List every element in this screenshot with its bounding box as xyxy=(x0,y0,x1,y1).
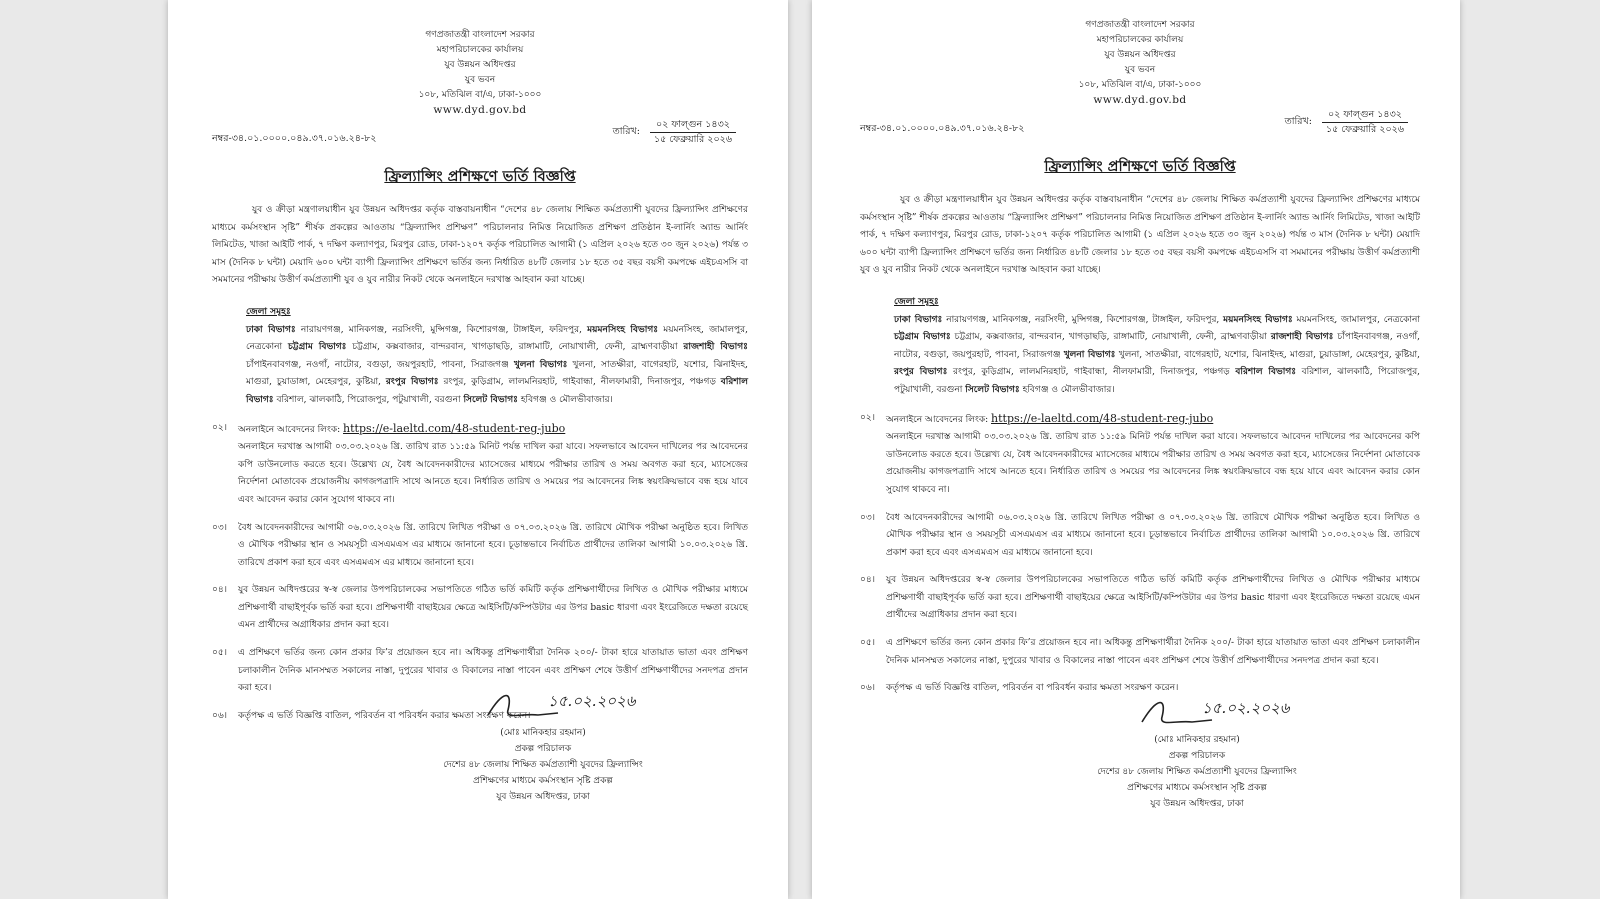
signer-name: (মোঃ মানিকহার রহমান) xyxy=(1154,735,1240,745)
division-list: ঢাকা বিভাগঃ নারায়ণগঞ্জ, মানিকগঞ্জ, নরসিংদী, মুন্সিগঞ্জ, কিশোরগঞ্জ, টাঙ্গাইল, ফরিদপুর, ময়মনসিংহ বিভাগঃ ময়মনসিংহ, জামালপুর, নেত্রকোনা চট্টগ্রাম বিভাগঃ চট্টগ্রাম, কক্সবাজার, বান্দরবান, খাগড়াছড়ি, রাঙ্গামাটি, নোয়াখালী, ফেনী, ব্রাহ্মণবাড়ীয়া রাজশাহী বিভাগঃ চাঁপাইনবাবগঞ্জ, নওগাঁ, নাটোর, বগুড়া, জয়পুরহাট, পাবনা, সিরাজগঞ্জ খুলনা বিভাগঃ খুলনা, সাতক্ষীরা, বাগেরহাট, যশোর, ঝিনাইদহ, মাগুরা, চুয়াডাঙ্গা, মেহেরপুর, কুষ্টিয়া, রংপুর বিভাগঃ রংপুর, কুড়িগ্রাম, লালমনিরহাট, গাইবান্ধা, নীলফামারী, দিনাজপুর, পঞ্চগড় বরিশাল বিভাগঃ বরিশাল, ঝালকাঠি, পিরোজপুর, পটুয়াখালী, বরগুনা সিলেট বিভাগঃ হবিগঞ্জ ও মৌলভীবাজার। xyxy=(246,324,748,405)
office-name: মহাপরিচালকের কার্যালয় xyxy=(1096,35,1184,45)
clause-06: ০৬। কর্তৃপক্ষ এ ভর্তি বিজ্ঞপ্তি বাতিল, পরিবর্তন বা পরিবর্ধন করার ক্ষমতা সংরক্ষণ করেন। xyxy=(212,710,531,721)
office-name: মহাপরিচালকের কার্যালয় xyxy=(436,45,524,55)
memo-row xyxy=(212,118,748,152)
signer-project-2: প্রশিক্ষণের মাধ্যমে কর্মসংস্থান সৃষ্টি প্রকল্প xyxy=(473,776,613,786)
clause-04: ০৪। যুব উন্নয়ন অধিদপ্তরের স্ব-স্ব জেলার উপপরিচালকের সভাপতিতে গঠিত ভর্তি কমিটি কর্তৃক প্রশিক্ষণার্থীদের লিখিত ও মৌখিক পরীক্ষার মাধ্যমে প্রশিক্ষণার্থী বাছাইপূর্বক ভর্তি করা হবে। প্রশিক্ষণার্থী বাছাইয়ের ক্ষেত্রে আইসিটি/কম্পিউটার এর উপর basic ধারণা এবং ইংরেজিতে দক্ষতা রয়েছে এমন প্রার্থীদের অগ্রাধিকার প্রদান করা হবে। xyxy=(212,585,748,631)
dept-name: যুব উন্নয়ন অধিদপ্তর xyxy=(1104,50,1176,60)
date-bangla: ০২ ফাল্গুন ১৪৩২ xyxy=(650,118,736,133)
clause-02: ০২। অনলাইনে আবেদনের লিংক: https://e-laeltd.com/48-student-reg-jubo অনলাইনে দরখাস্ত আগামী ০৩.০৩.২০২৬ খ্রি. তারিখ রাত ১১:৫৯ মিনিট পর্যন্ত দাখিল করা যাবে। সফলভাবে আবেদন দাখিলের পর আবেদনের কপি ডাউনলোড করতে হবে। উল্লেখ্য যে, বৈধ আবেদনকারীদের ম্যাসেজের মাধ্যমে পরীক্ষার তারিখ ও সময় অবগত করা হবে, ম্যাসেজের নির্দেশনা মোতাবেক প্রয়োজনীয় কাগজপত্রাদি সাথে আনতে হবে। নির্ধারিত তারিখ ও সময়ের পর আবেদনের লিঙ্ক স্বয়ংক্রিয়ভাবে বন্ধ হয়ে যাবে এবং আবেদন করার কোন সুযোগ থাকবে না। xyxy=(860,411,1420,495)
memo-number: নম্বর-৩৪.০১.০০০০.০৪৯.৩৭.০১৬.২৪-৮২ xyxy=(212,133,377,144)
website: www.dyd.gov.bd xyxy=(433,104,527,116)
signer-project-2: প্রশিক্ষণের মাধ্যমে কর্মসংস্থান সৃষ্টি প্রকল্প xyxy=(1127,783,1267,793)
clause-04: ০৪। যুব উন্নয়ন অধিদপ্তরের স্ব-স্ব জেলার উপপরিচালকের সভাপতিতে গঠিত ভর্তি কমিটি কর্তৃক প্রশিক্ষণার্থীদের লিখিত ও মৌখিক পরীক্ষার মাধ্যমে প্রশিক্ষণার্থী বাছাইপূর্বক ভর্তি করা হবে। প্রশিক্ষণার্থী বাছাইয়ের ক্ষেত্রে আইসিটি/কম্পিউটার এর উপর basic ধারণা এবং ইংরেজিতে দক্ষতা রয়েছে এমন প্রার্থীদের অগ্রাধিকার প্রদান করা হবে। xyxy=(860,575,1420,621)
date-label: তারিখ: xyxy=(612,126,640,137)
clause-03: ০৩। বৈধ আবেদনকারীদের আগামী ০৬.০৩.২০২৬ খ্রি. তারিখে লিখিত পরীক্ষা ও ০৭.০৩.২০২৬ খ্রি. তারিখে মৌখিক পরীক্ষা অনুষ্ঠিত হবে। লিখিত ও মৌখিক পরীক্ষার স্থান ও সময়সূচী এসএমএস এর মাধ্যমে জানানো হবে। চূড়ান্তভাবে নির্বাচিত প্রার্থীদের তালিকা আগামী ১০.০৩.২০২৬ খ্রি. তারিখে প্রকাশ করা হবে এবং এসএমএস এর মাধ্যমে জানানো হবে। xyxy=(212,522,748,568)
registration-link[interactable]: https://e-laeltd.com/48-student-reg-jubo xyxy=(343,421,566,435)
letterhead xyxy=(212,28,748,118)
gov-name: গণপ্রজাতন্ত্রী বাংলাদেশ সরকার xyxy=(1085,20,1195,30)
clause-02: ০২। অনলাইনে আবেদনের লিংক: https://e-laeltd.com/48-student-reg-jubo অনলাইনে দরখাস্ত আগামী ০৩.০৩.২০২৬ খ্রি. তারিখ রাত ১১:৫৯ মিনিট পর্যন্ত দাখিল করা যাবে। সফলভাবে আবেদন দাখিলের পর আবেদনের কপি ডাউনলোড করতে হবে। উল্লেখ্য যে, বৈধ আবেদনকারীদের ম্যাসেজের মাধ্যমে পরীক্ষার তারিখ ও সময় অবগত করা হবে, ম্যাসেজের নির্দেশনা মোতাবেক প্রয়োজনীয় কাগজপত্রাদি সাথে আনতে হবে। নির্ধারিত তারিখ ও সময়ের পর আবেদনের লিঙ্ক স্বয়ংক্রিয়ভাবে বন্ধ হয়ে যাবে এবং আবেদন করার কোন সুযোগ থাকবে না। xyxy=(212,421,748,505)
date-block xyxy=(1285,108,1410,137)
gov-name: গণপ্রজাতন্ত্রী বাংলাদেশ সরকার xyxy=(425,30,535,40)
districts-heading: জেলা সমূহঃ xyxy=(894,296,939,307)
signature-date: ১৫.০২.২০২৬ xyxy=(548,692,636,710)
districts-block xyxy=(246,304,748,410)
website: www.dyd.gov.bd xyxy=(1093,94,1187,106)
signature-block xyxy=(1052,692,1342,812)
memo-number: নম্বর-৩৪.০১.০০০০.০৪৯.৩৭.০১৬.২৪-৮২ xyxy=(860,123,1025,134)
address: ১০৮, মতিঝিল বা/এ, ঢাকা-১০০০ xyxy=(418,90,542,100)
building-name: যুব ভবন xyxy=(464,75,496,85)
clause-05: ০৫। এ প্রশিক্ষণে ভর্তির জন্য কোন প্রকার ফি’র প্রয়োজন হবে না। অধিকন্তু প্রশিক্ষণার্থীরা দৈনিক ২০০/- টাকা হারে যাতায়াত ভাতা এবং প্রশিক্ষণ চলাকালীন দৈনিক মানসম্মত সকালের নাস্তা, দুপুরের খাবার ও বিকালের নাস্তা পাবেন এবং প্রশিক্ষণ শেষে উত্তীর্ণ প্রশিক্ষণার্থীদের সনদপত্র প্রদান করা হবে। xyxy=(212,648,748,694)
signer-office: যুব উন্নয়ন অধিদপ্তর, ঢাকা xyxy=(496,792,590,802)
clause-05: ০৫। এ প্রশিক্ষণে ভর্তির জন্য কোন প্রকার ফি’র প্রয়োজন হবে না। অধিকন্তু প্রশিক্ষণার্থীরা দৈনিক ২০০/- টাকা হারে যাতায়াত ভাতা এবং প্রশিক্ষণ চলাকালীন দৈনিক মানসম্মত সকালের নাস্তা, দুপুরের খাবার ও বিকালের নাস্তা পাবেন এবং প্রশিক্ষণ শেষে উত্তীর্ণ প্রশিক্ষণার্থীদের সনদপত্র প্রদান করা হবে। xyxy=(860,638,1420,666)
date-label: তারিখ: xyxy=(1284,116,1312,127)
signer-title: প্রকল্প পরিচালক xyxy=(514,744,572,754)
date-bangla: ০২ ফাল্গুন ১৪৩২ xyxy=(1322,108,1408,123)
signer-project-1: দেশের ৪৮ জেলায় শিক্ষিত কর্মপ্রত্যাশী যুবদের ফ্রিল্যান্সিং xyxy=(1097,767,1297,777)
intro-paragraph: যুব ও ক্রীড়া মন্ত্রণালয়াধীন যুব উন্নয়ন অধিদপ্তর কর্তৃক বাস্তবায়নাধীন “দেশের ৪৮ জেলায় শিক্ষিত কর্মপ্রত্যাশী যুবদের ফ্রিল্যান্সিং প্রশিক্ষণের মাধ্যমে কর্মসংস্থান সৃষ্টি” শীর্ষক প্রকল্পের আওতায় “ফ্রিল্যান্সিং প্রশিক্ষণ” পরিচালনার নিমিত্ত নিয়োজিত প্রশিক্ষণ প্রতিষ্ঠান ই-লার্নিং অ্যান্ড আর্নিং লিমিটেড, খাজা আইটি পার্ক, ৭ দক্ষিণ কল্যাণপুর, মিরপুর রোড, ঢাকা-১২০৭ কর্তৃক পরিচালিত আগামী (১ এপ্রিল ২০২৬ হতে ৩০ জুন ২০২৬) পর্যন্ত ৩ মাস (দৈনিক ৮ ঘন্টা) মেয়াদি ৬০০ ঘন্টা ব্যাপী ফ্রিল্যান্সিং প্রশিক্ষণে ভর্তির জন্য নির্ধারিত ৪৮টি জেলার ১৮ হতে ৩৫ বছর বয়সী কমপক্ষে এইচএসসি বা সমমানের পরীক্ষায় উত্তীর্ণ কর্মপ্রত্যাশী যুব ও যুব নারীর নিকট থেকে অনলাইনে দরখাস্ত আহবান করা যাচ্ছে। xyxy=(860,195,1420,276)
signer-project-1: দেশের ৪৮ জেলায় শিক্ষিত কর্মপ্রত্যাশী যুবদের ফ্রিল্যান্সিং xyxy=(443,760,643,770)
signer-title: প্রকল্প পরিচালক xyxy=(1168,751,1226,761)
memo-row xyxy=(860,108,1420,142)
districts-heading: জেলা সমূহঃ xyxy=(246,306,291,317)
clause-03: ০৩। বৈধ আবেদনকারীদের আগামী ০৬.০৩.২০২৬ খ্রি. তারিখে লিখিত পরীক্ষা ও ০৭.০৩.২০২৬ খ্রি. তারিখে মৌখিক পরীক্ষা অনুষ্ঠিত হবে। লিখিত ও মৌখিক পরীক্ষার স্থান ও সময়সূচী এসএমএস এর মাধ্যমে জানানো হবে। চূড়ান্তভাবে নির্বাচিত প্রার্থীদের তালিকা আগামী ১০.০৩.২০২৬ খ্রি. তারিখে প্রকাশ করা হবে এবং এসএমএস এর মাধ্যমে জানানো হবে। xyxy=(860,512,1420,558)
intro-paragraph: যুব ও ক্রীড়া মন্ত্রণালয়াধীন যুব উন্নয়ন অধিদপ্তর কর্তৃক বাস্তবায়নাধীন “দেশের ৪৮ জেলায় শিক্ষিত কর্মপ্রত্যাশী যুবদের ফ্রিল্যান্সিং প্রশিক্ষণের মাধ্যমে কর্মসংস্থান সৃষ্টি” শীর্ষক প্রকল্পের আওতায় “ফ্রিল্যান্সিং প্রশিক্ষণ” পরিচালনার নিমিত্ত নিয়োজিত প্রশিক্ষণ প্রতিষ্ঠান ই-লার্নিং অ্যান্ড আর্নিং লিমিটেড, খাজা আইটি পার্ক, ৭ দক্ষিণ কল্যাণপুর, মিরপুর রোড, ঢাকা-১২০৭ কর্তৃক পরিচালিত আগামী (১ এপ্রিল ২০২৬ হতে ৩০ জুন ২০২৬) পর্যন্ত ৩ মাস (দৈনিক ৮ ঘন্টা) মেয়াদি ৬০০ ঘন্টা ব্যাপী ফ্রিল্যান্সিং প্রশিক্ষণে ভর্তির জন্য নির্ধারিত ৪৮টি জেলার ১৮ হতে ৩৫ বছর বয়সী কমপক্ষে এইচএসসি বা সমমানের পরীক্ষায় উত্তীর্ণ কর্মপ্রত্যাশী যুব ও যুব নারীর নিকট থেকে অনলাইনে দরখাস্ত আহবান করা যাচ্ছে। xyxy=(212,205,748,286)
clause-06: ০৬। কর্তৃপক্ষ এ ভর্তি বিজ্ঞপ্তি বাতিল, পরিবর্তন বা পরিবর্ধন করার ক্ষমতা সংরক্ষণ করেন। xyxy=(860,683,1179,694)
date-english: ১৫ ফেব্রুয়ারি ২০২৬ xyxy=(653,134,732,145)
districts-block xyxy=(894,294,1420,400)
document-page-right xyxy=(812,0,1460,899)
building-name: যুব ভবন xyxy=(1124,65,1156,75)
signature-block xyxy=(398,685,688,805)
date-english: ১৫ ফেব্রুয়ারি ২০২৬ xyxy=(1325,124,1404,135)
notice-title: ফ্রিল্যান্সিং প্রশিক্ষণে ভর্তি বিজ্ঞপ্তি xyxy=(384,168,576,185)
signature-date: ১৫.০২.২০২৬ xyxy=(1202,699,1290,717)
registration-link[interactable]: https://e-laeltd.com/48-student-reg-jubo xyxy=(991,411,1214,425)
dept-name: যুব উন্নয়ন অধিদপ্তর xyxy=(444,60,516,70)
date-block xyxy=(613,118,738,147)
document-page-left xyxy=(168,0,788,899)
notice-title: ফ্রিল্যান্সিং প্রশিক্ষণে ভর্তি বিজ্ঞপ্তি xyxy=(1044,158,1236,175)
division-list: ঢাকা বিভাগঃ নারায়ণগঞ্জ, মানিকগঞ্জ, নরসিংদী, মুন্সিগঞ্জ, কিশোরগঞ্জ, টাঙ্গাইল, ফরিদপুর, ময়মনসিংহ বিভাগঃ ময়মনসিংহ, জামালপুর, নেত্রকোনা চট্টগ্রাম বিভাগঃ চট্টগ্রাম, কক্সবাজার, বান্দরবান, খাগড়াছড়ি, রাঙ্গামাটি, নোয়াখালী, ফেনী, ব্রাহ্মণবাড়ীয়া রাজশাহী বিভাগঃ চাঁপাইনবাবগঞ্জ, নওগাঁ, নাটোর, বগুড়া, জয়পুরহাট, পাবনা, সিরাজগঞ্জ খুলনা বিভাগঃ খুলনা, সাতক্ষীরা, বাগেরহাট, যশোর, ঝিনাইদহ, মাগুরা, চুয়াডাঙ্গা, মেহেরপুর, কুষ্টিয়া, রংপুর বিভাগঃ রংপুর, কুড়িগ্রাম, লালমনিরহাট, গাইবান্ধা, নীলফামারী, দিনাজপুর, পঞ্চগড় বরিশাল বিভাগঃ বরিশাল, ঝালকাঠি, পিরোজপুর, পটুয়াখালী, বরগুনা সিলেট বিভাগঃ হবিগঞ্জ ও মৌলভীবাজার। xyxy=(894,314,1421,395)
address: ১০৮, মতিঝিল বা/এ, ঢাকা-১০০০ xyxy=(1078,80,1202,90)
signer-name: (মোঃ মানিকহার রহমান) xyxy=(500,728,586,738)
signer-office: যুব উন্নয়ন অধিদপ্তর, ঢাকা xyxy=(1150,799,1244,809)
letterhead xyxy=(860,18,1420,108)
